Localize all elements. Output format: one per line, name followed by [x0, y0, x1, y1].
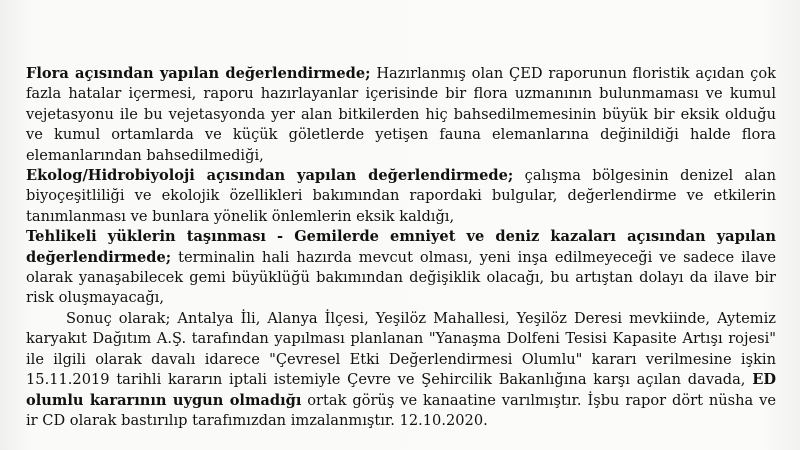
- paragraph-ekolog: [26, 166, 776, 227]
- flora-heading: Flora açısından yapılan değerlendirmede;: [26, 65, 371, 82]
- flora-text: Hazırlanmış olan ÇED raporunun floristik açıdan çok fazla hatalar içermesi, raporu hazırlayanlar içerisinde bir flora uzmanının bulunmaması ve kumul vejetasyonu ile bu vejetasyonda yer alan bitkilerden hiç bahsedilmemesinin büyük bir eksik olduğu ve kumul ortamlarda ve küçük göletlerde yetişen fauna elemanlarına değinildiği halde flora elemanlarından bahsedilmediği,: [26, 65, 776, 164]
- ekolog-heading: Ekolog/Hidrobiyoloji açısından yapılan değerlendirmede;: [26, 167, 514, 185]
- sonuc-text-1: Sonuç olarak; Antalya İli, Alanya İlçesi, Yeşilöz Mahallesi, Yeşilöz Deresi mevkiinde, Aytemiz karyakıt Dağıtım A.Ş. tarafından yapılması planlanan "Yanaşma Dolfeni Tesisi Kapasite Artışı rojesi" ile ilgili olarak davalı idarece "Çevresel Etki Değerlendirmesi Olumlu" kararı verilmesine işkin 15.11.2019 tarihli kararın iptali istemiyle Çevre ve Şehircilik Bakanlığına karşı açılan davada,: [26, 309, 776, 389]
- tehlikeli-text: terminalin hali hazırda mevcut olması, yeni inşa edilmeyeceği ve sadece ilave olarak yanaşabilecek gemi büyüklüğü bakımından değişiklik olacağı, bu artıştan dolayı da ilave bir risk oluşmayacağı,: [26, 248, 776, 307]
- sonuc-bold: ED olumlu kararının uygun olmadığı: [26, 371, 776, 409]
- paragraph-tehlikeli: [26, 227, 776, 309]
- document-body: [26, 64, 776, 431]
- paragraph-flora: [26, 64, 776, 166]
- ekolog-text: çalışma bölgesinin denizel alan biyoçeşitliliği ve ekolojik özellikleri bakımından rapordaki bulgular, değerlendirme ve etkilerin tanımlanması ve bunlara yönelik önlemlerin eksik kaldığı,: [26, 167, 776, 225]
- sonuc-text-2: ortak görüş ve kanaatine varılmıştır. İşbu rapor dört nüsha ve ir CD olarak bastırılıp tarafımızdan imzalanmıştır. 12.10.2020.: [26, 391, 777, 429]
- tehlikeli-heading: Tehlikeli yüklerin taşınması - Gemilerde emniyet ve deniz kazaları açısından yapılan değerlendirmede;: [26, 228, 776, 266]
- paragraph-sonuc: [26, 309, 776, 431]
